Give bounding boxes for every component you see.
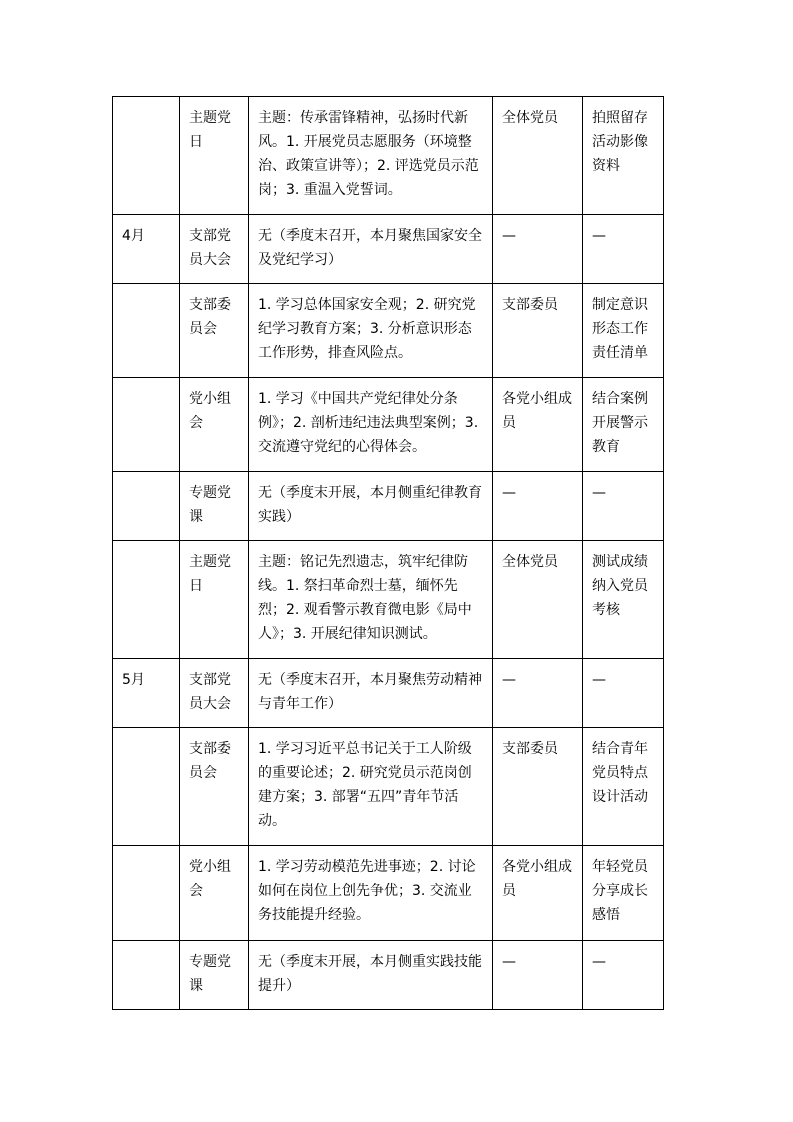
content-cell: 无（季度末开展，本月侧重纪律教育实践）: [249, 472, 493, 541]
note-cell: —: [583, 215, 664, 284]
month-cell: [113, 472, 180, 541]
meeting-type-cell: 主题党日: [180, 97, 249, 215]
meeting-type-cell: 党小组会: [180, 846, 249, 941]
content-cell: 主题：铭记先烈遗志，筑牢纪律防线。1. 祭扫革命烈士墓，缅怀先烈；2. 观看警示教育微电影《局中人》；3. 开展纪律知识测试。: [249, 541, 493, 659]
meeting-plan-table: [112, 96, 664, 1010]
table-row: [113, 284, 664, 378]
note-cell: 年轻党员分享成长感悟: [583, 846, 664, 941]
month-cell: [113, 378, 180, 472]
content-cell: 1. 学习总体国家安全观；2. 研究党纪学习教育方案；3. 分析意识形态工作形势，排查风险点。: [249, 284, 493, 378]
meeting-type-cell: 支部党员大会: [180, 659, 249, 728]
participants-cell: 各党小组成员: [493, 846, 583, 941]
month-cell: 5月: [113, 659, 180, 728]
table-row: [113, 728, 664, 846]
content-cell: 1. 学习习近平总书记关于工人阶级的重要论述；2. 研究党员示范岗创建方案；3. 部署“五四”青年节活动。: [249, 728, 493, 846]
content-cell: 1. 学习劳动模范先进事迹；2. 讨论如何在岗位上创先争优；3. 交流业务技能提升经验。: [249, 846, 493, 941]
month-cell: [113, 541, 180, 659]
meeting-type-cell: 主题党日: [180, 541, 249, 659]
participants-cell: 全体党员: [493, 97, 583, 215]
note-cell: —: [583, 659, 664, 728]
table-row: [113, 215, 664, 284]
meeting-type-cell: 专题党课: [180, 472, 249, 541]
note-cell: —: [583, 472, 664, 541]
month-cell: [113, 941, 180, 1010]
note-cell: 拍照留存活动影像资料: [583, 97, 664, 215]
note-cell: —: [583, 941, 664, 1010]
meeting-type-cell: 支部委员会: [180, 728, 249, 846]
meeting-type-cell: 支部党员大会: [180, 215, 249, 284]
content-cell: 主题：传承雷锋精神，弘扬时代新风。1. 开展党员志愿服务（环境整治、政策宣讲等）；2. 评选党员示范岗；3. 重温入党誓词。: [249, 97, 493, 215]
participants-cell: 支部委员: [493, 284, 583, 378]
table-row: [113, 472, 664, 541]
participants-cell: —: [493, 215, 583, 284]
meeting-type-cell: 专题党课: [180, 941, 249, 1010]
note-cell: 制定意识形态工作责任清单: [583, 284, 664, 378]
month-cell: [113, 284, 180, 378]
meeting-type-cell: 党小组会: [180, 378, 249, 472]
table-row: [113, 659, 664, 728]
content-cell: 1. 学习《中国共产党纪律处分条例》；2. 剖析违纪违法典型案例；3. 交流遵守党纪的心得体会。: [249, 378, 493, 472]
month-cell: [113, 846, 180, 941]
table-row: [113, 378, 664, 472]
month-cell: 4月: [113, 215, 180, 284]
table-row: [113, 846, 664, 941]
participants-cell: 支部委员: [493, 728, 583, 846]
content-cell: 无（季度末召开，本月聚焦劳动精神与青年工作）: [249, 659, 493, 728]
participants-cell: 各党小组成员: [493, 378, 583, 472]
meeting-type-cell: 支部委员会: [180, 284, 249, 378]
table-row: [113, 541, 664, 659]
table-row: [113, 97, 664, 215]
note-cell: 结合青年党员特点设计活动: [583, 728, 664, 846]
participants-cell: 全体党员: [493, 541, 583, 659]
month-cell: [113, 97, 180, 215]
month-cell: [113, 728, 180, 846]
participants-cell: —: [493, 472, 583, 541]
note-cell: 结合案例开展警示教育: [583, 378, 664, 472]
table-row: [113, 941, 664, 1010]
participants-cell: —: [493, 659, 583, 728]
content-cell: 无（季度末开展，本月侧重实践技能提升）: [249, 941, 493, 1010]
participants-cell: —: [493, 941, 583, 1010]
content-cell: 无（季度末召开，本月聚焦国家安全及党纪学习）: [249, 215, 493, 284]
note-cell: 测试成绩纳入党员考核: [583, 541, 664, 659]
